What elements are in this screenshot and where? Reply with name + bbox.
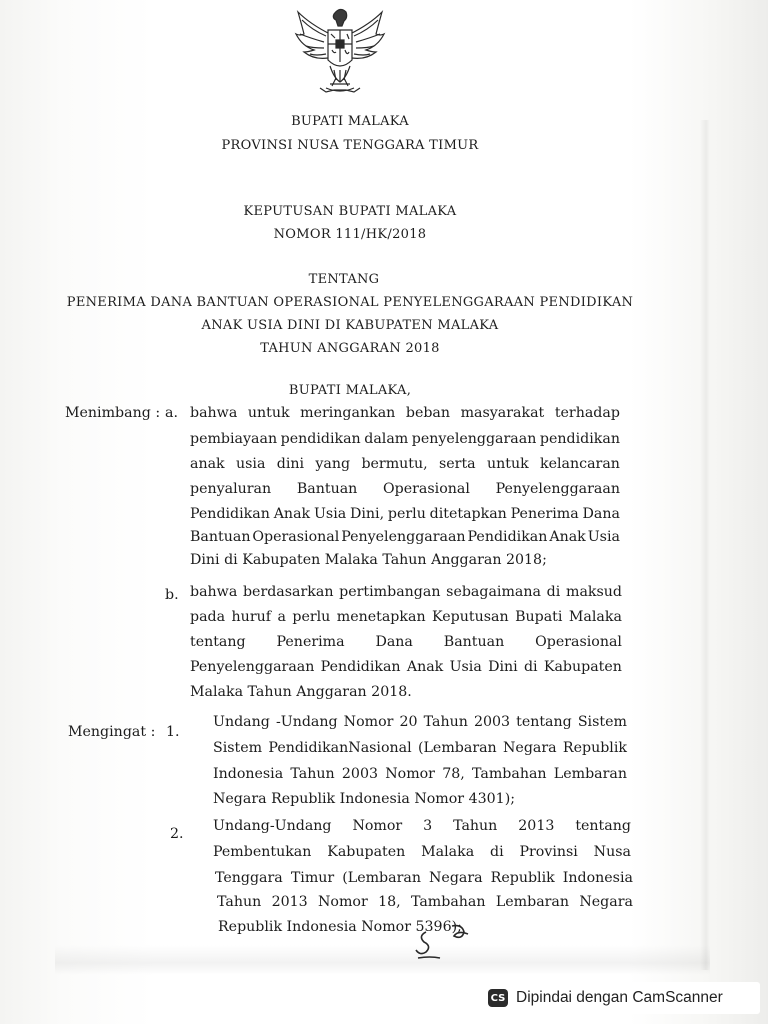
mengingat-2-line-4 bbox=[217, 894, 633, 914]
camscanner-watermark bbox=[476, 982, 760, 1014]
mengingat-label-text: Mengingat bbox=[68, 724, 147, 740]
word: untuk bbox=[247, 405, 290, 421]
about-label: TENTANG bbox=[308, 272, 380, 287]
word: Tahun bbox=[290, 766, 335, 782]
menimbang-b-line-2 bbox=[190, 609, 622, 629]
camscanner-logo-icon: CS bbox=[488, 989, 508, 1007]
word: Bantuan bbox=[190, 529, 251, 545]
word: penyelenggaraan bbox=[411, 431, 537, 447]
word: Operasional bbox=[252, 529, 340, 545]
word: perlu bbox=[387, 506, 426, 522]
word: Nomor bbox=[352, 818, 403, 834]
word: Kabupaten bbox=[327, 844, 406, 860]
word: Nomor bbox=[318, 894, 368, 910]
mengingat-marker-2: 2. bbox=[170, 826, 184, 842]
menimbang-marker-a: a. bbox=[165, 405, 178, 421]
menimbang-marker-b: b. bbox=[165, 587, 179, 603]
issuer-line: BUPATI MALAKA, bbox=[288, 383, 412, 398]
word: Sistem bbox=[213, 740, 263, 756]
decree-number: NOMOR 111/HK/2018 bbox=[273, 227, 427, 242]
word: 2013 bbox=[518, 818, 555, 834]
word: Usia bbox=[313, 506, 347, 522]
word: terhadap bbox=[554, 405, 620, 421]
word: Penyelenggaraan bbox=[341, 529, 466, 545]
word: dini bbox=[276, 456, 305, 472]
word: Malaka bbox=[421, 844, 475, 860]
menimbang-a-line-5 bbox=[190, 506, 620, 526]
scan-bottom-band bbox=[55, 945, 710, 975]
word: pada bbox=[190, 609, 226, 625]
menimbang-a-line-1 bbox=[190, 405, 620, 425]
menimbang-colon: : bbox=[150, 405, 161, 421]
word: Timur bbox=[290, 870, 335, 886]
word: Undang-Undang bbox=[213, 818, 332, 834]
word: Pembentukan bbox=[213, 844, 312, 860]
mengingat-1-line-4: Negara Republik Indonesia Nomor 4301); bbox=[213, 791, 516, 807]
word: Indonesia bbox=[213, 766, 284, 782]
word: huruf bbox=[231, 609, 271, 625]
word: Usia bbox=[587, 529, 620, 545]
word: maksud bbox=[565, 584, 622, 600]
word: Tahun bbox=[423, 714, 468, 730]
word: Pendidikan bbox=[190, 506, 270, 522]
word: pendidikan bbox=[539, 431, 620, 447]
word: Negara bbox=[429, 870, 483, 886]
mengingat-1-line-2 bbox=[213, 740, 627, 760]
word: tentang bbox=[190, 634, 246, 650]
word: menetapkan bbox=[336, 609, 426, 625]
word: 3 bbox=[423, 818, 433, 834]
word: 18, bbox=[378, 894, 401, 910]
word: Tahun bbox=[217, 894, 262, 910]
word: Anak bbox=[273, 506, 311, 522]
word: anak bbox=[190, 456, 225, 472]
subject-line-1: PENERIMA DANA BANTUAN OPERASIONAL PENYELENGGARAAN PENDIDIKAN bbox=[66, 295, 634, 310]
word: Tahun bbox=[453, 818, 498, 834]
word: bahwa bbox=[190, 584, 238, 600]
menimbang-a-line-6 bbox=[190, 529, 620, 549]
page-edge-shadow bbox=[700, 120, 710, 970]
word: Republik bbox=[562, 740, 627, 756]
menimbang-b-line-3 bbox=[190, 634, 622, 654]
word: Negara bbox=[503, 740, 557, 756]
decree-title: KEPUTUSAN BUPATI MALAKA bbox=[243, 204, 457, 219]
word: Operasional bbox=[535, 634, 622, 650]
word: Keputusan bbox=[432, 609, 509, 625]
menimbang-b-line-1 bbox=[190, 584, 622, 604]
word: Bantuan bbox=[443, 634, 505, 650]
word: untuk bbox=[486, 456, 529, 472]
word: Tambahan bbox=[472, 766, 547, 782]
garuda-emblem-icon bbox=[290, 4, 390, 102]
word: Undang bbox=[213, 714, 270, 730]
word: Anak bbox=[549, 529, 586, 545]
word: Bantuan bbox=[296, 481, 358, 497]
word: 20 bbox=[399, 714, 418, 730]
word: Usia bbox=[449, 659, 482, 675]
word: Tambahan bbox=[410, 894, 486, 910]
word: 2003 bbox=[341, 766, 378, 782]
word: bermutu, bbox=[361, 456, 428, 472]
word: -Undang bbox=[275, 714, 338, 730]
word: 2003 bbox=[473, 714, 511, 730]
word: kelancaran bbox=[540, 456, 620, 472]
menimbang-label-text: Menimbang bbox=[65, 405, 151, 421]
word: 2013 bbox=[271, 894, 308, 910]
word: yang bbox=[315, 456, 351, 472]
word: serta bbox=[439, 456, 476, 472]
mengingat-1-line-3 bbox=[213, 766, 627, 786]
word: Negara bbox=[579, 894, 633, 910]
mengingat-1-line-1 bbox=[213, 714, 627, 734]
mengingat-2-line-5: Republik Indonesia Nomor 5396); bbox=[218, 919, 462, 935]
menimbang-a-line-4 bbox=[190, 481, 620, 501]
menimbang-label bbox=[65, 405, 160, 421]
word: (Lembaran bbox=[417, 740, 497, 756]
word: 78, bbox=[442, 766, 465, 782]
word: Bupati bbox=[515, 609, 563, 625]
word: ditetapkan bbox=[429, 506, 507, 522]
word: pertimbangan bbox=[339, 584, 441, 600]
word: usia bbox=[236, 456, 266, 472]
menimbang-b-line-5: Malaka Tahun Anggaran 2018. bbox=[190, 684, 412, 700]
word: beban bbox=[405, 405, 451, 421]
word: di bbox=[490, 844, 504, 860]
word: pendidikan bbox=[280, 431, 361, 447]
word: a bbox=[277, 609, 286, 625]
word: bahwa bbox=[190, 405, 238, 421]
word: berdasarkan bbox=[242, 584, 334, 600]
menimbang-a-line-3 bbox=[190, 456, 620, 476]
word: Lembaran bbox=[495, 894, 570, 910]
word: Dana bbox=[375, 634, 413, 650]
word: Republik bbox=[490, 870, 555, 886]
word: di bbox=[546, 584, 561, 600]
word: Sistem bbox=[577, 714, 627, 730]
authority-title: BUPATI MALAKA bbox=[291, 114, 409, 129]
word: meringankan bbox=[300, 405, 396, 421]
mengingat-colon: : bbox=[146, 724, 156, 740]
province-title: PROVINSI NUSA TENGGARA TIMUR bbox=[221, 138, 479, 153]
menimbang-b-line-4 bbox=[190, 659, 622, 679]
mengingat-2-line-2 bbox=[213, 844, 631, 864]
word: penyaluran bbox=[190, 481, 272, 497]
word: Penerima bbox=[510, 506, 579, 522]
word: Operasional bbox=[383, 481, 470, 497]
menimbang-a-line-2 bbox=[190, 431, 620, 451]
menimbang-a-line-7: Dini di Kabupaten Malaka Tahun Anggaran 2018; bbox=[190, 552, 547, 568]
subject-line-3: TAHUN ANGGARAN 2018 bbox=[260, 341, 440, 356]
word: Penyelenggaraan bbox=[190, 659, 315, 675]
word: Indonesia bbox=[562, 870, 633, 886]
word: Kabupaten bbox=[543, 659, 622, 675]
word: Tenggara bbox=[215, 870, 283, 886]
word: Anak bbox=[406, 659, 444, 675]
word: (Lembaran bbox=[342, 870, 421, 886]
word: Dini bbox=[488, 659, 518, 675]
word: Nomor bbox=[343, 714, 394, 730]
mengingat-2-line-3 bbox=[215, 870, 633, 890]
word: Pendidikan bbox=[320, 659, 401, 675]
camscanner-text: Dipindai dengan CamScanner bbox=[516, 989, 723, 1006]
handwritten-paraph-icon bbox=[412, 920, 472, 962]
mengingat-2-line-1 bbox=[213, 818, 631, 838]
word: Malaka bbox=[568, 609, 622, 625]
word: Provinsi bbox=[519, 844, 578, 860]
mengingat-label bbox=[68, 724, 155, 740]
word: Pendidikan bbox=[467, 529, 548, 545]
word: di bbox=[523, 659, 538, 675]
word: Dana bbox=[582, 506, 620, 522]
subject-line-2: ANAK USIA DINI DI KABUPATEN MALAKA bbox=[201, 318, 499, 333]
word: Dini, bbox=[350, 506, 385, 522]
word: dalam bbox=[364, 431, 409, 447]
word: tentang bbox=[575, 818, 631, 834]
word: PendidikanNasional bbox=[268, 740, 412, 756]
mengingat-marker-1: 1. bbox=[166, 724, 180, 740]
word: Penerima bbox=[276, 634, 345, 650]
word: tentang bbox=[516, 714, 572, 730]
word: pembiayaan bbox=[190, 431, 278, 447]
word: masyarakat bbox=[460, 405, 545, 421]
word: Nomor bbox=[385, 766, 435, 782]
word: Lembaran bbox=[553, 766, 627, 782]
word: Penyelenggaraan bbox=[495, 481, 620, 497]
word: perlu bbox=[292, 609, 331, 625]
word: Nusa bbox=[593, 844, 631, 860]
word: sebagaimana bbox=[446, 584, 541, 600]
